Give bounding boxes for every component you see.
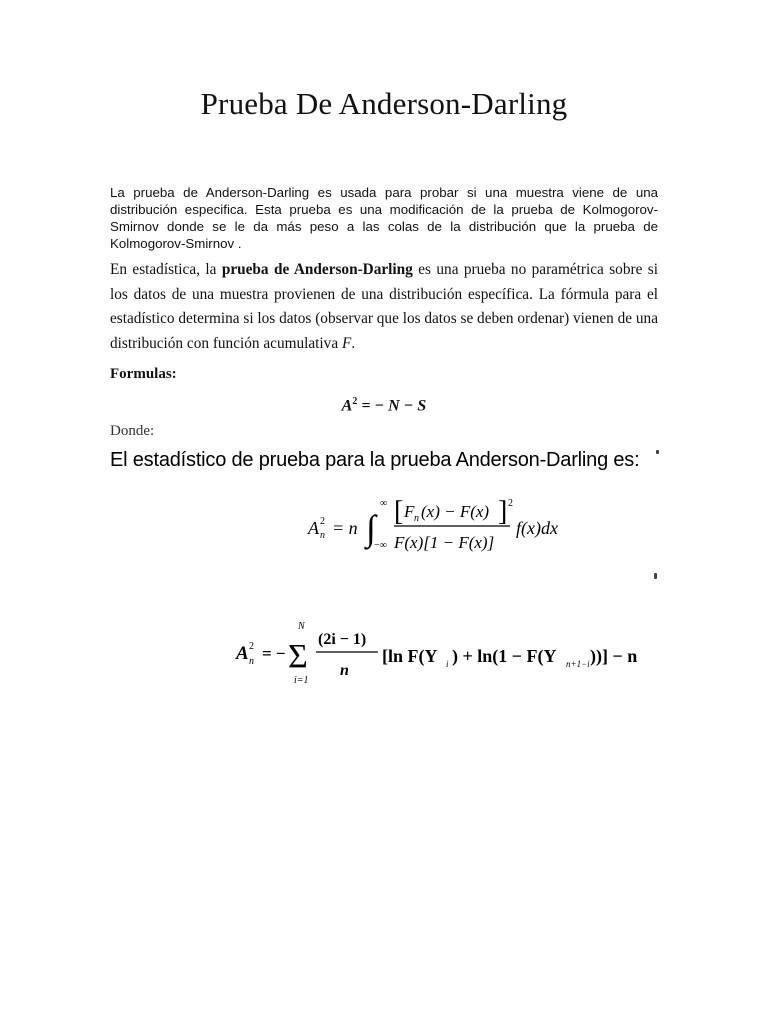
main-formula-sup: 2 <box>352 396 358 407</box>
scan-speck <box>656 450 659 454</box>
sum-body-2: ) + ln(1 − F(Y <box>452 646 557 666</box>
scan-speck <box>654 573 657 579</box>
sum-sigma: Σ <box>288 638 308 675</box>
integral-lhs-sub: n <box>320 530 325 541</box>
donde-label: Donde: <box>110 423 155 439</box>
integral-sign: ∫ <box>366 508 376 548</box>
integral-tail: f(x)dx <box>516 518 558 538</box>
integral-eq-n: = n <box>332 518 358 538</box>
sum-frac-den: n <box>340 662 349 679</box>
sum-lower: i=1 <box>294 675 309 686</box>
integral-lhs: A <box>308 518 319 538</box>
page-title: Prueba De Anderson-Darling <box>200 86 568 121</box>
intro-paragraph: La prueba de Anderson-Darling es usada para probar si una muestra viene de una distribución especifica. Esta prueba es una modificación de la prueba de Kolmogorov-Smirnov donde se le da más peso a las colas de la distribución que la prueba de Kolmogorov-Smirnov . <box>110 185 658 251</box>
integral-num-rest: (x) − F(x) <box>421 502 490 521</box>
summation-formula <box>232 615 652 690</box>
integral-num-sub: n <box>414 513 419 524</box>
sum-body-3: ))] − n <box>590 646 638 666</box>
sum-lhs: A <box>236 643 249 664</box>
definition-paragraph <box>110 258 658 356</box>
statistic-heading: El estadístico de prueba para la prueba Anderson-Darling es: <box>110 449 640 471</box>
sum-eq: = − <box>262 644 286 663</box>
integral-lhs-sup: 2 <box>320 516 325 527</box>
sum-lhs-sub: n <box>249 656 254 667</box>
sum-body-1: [ln F(Y <box>382 646 438 666</box>
sum-body-sub-n: n+1−i <box>566 659 590 669</box>
sum-body-sub-i: i <box>446 659 449 669</box>
definition-italic-f: F <box>341 334 352 352</box>
sum-upper: N <box>298 621 305 632</box>
integral-denominator: F(x)[1 − F(x)] <box>394 533 495 552</box>
definition-bold-term: prueba de Anderson-Darling <box>221 261 413 278</box>
definition-text-2: es una prueba no paramétrica sobre si los datos de una muestra provienen de una distribución específica. La fórmula para el estadístico determina si los datos (observar que los datos se deben ordenar) vienen de una distribución con función acumulativa <box>110 261 658 352</box>
main-formula <box>0 396 768 415</box>
definition-text-3: . <box>351 334 356 352</box>
integral-num-bracket-open: [ <box>394 496 404 527</box>
integral-num-bracket-close: ] <box>498 496 508 527</box>
sum-lhs-sup: 2 <box>249 641 254 652</box>
definition-text-1: En estadística, la <box>110 261 222 278</box>
sum-frac-num: (2i − 1) <box>318 631 367 648</box>
main-formula-rhs: = − N − S <box>357 397 427 415</box>
main-formula-lhs: A <box>341 397 353 415</box>
integral-formula <box>300 490 600 560</box>
formulas-label: Formulas: <box>110 366 177 382</box>
integral-lower: −∞ <box>374 540 387 551</box>
integral-num-sup: 2 <box>508 498 513 509</box>
integral-numerator: F <box>404 502 415 521</box>
integral-upper: ∞ <box>380 498 388 509</box>
